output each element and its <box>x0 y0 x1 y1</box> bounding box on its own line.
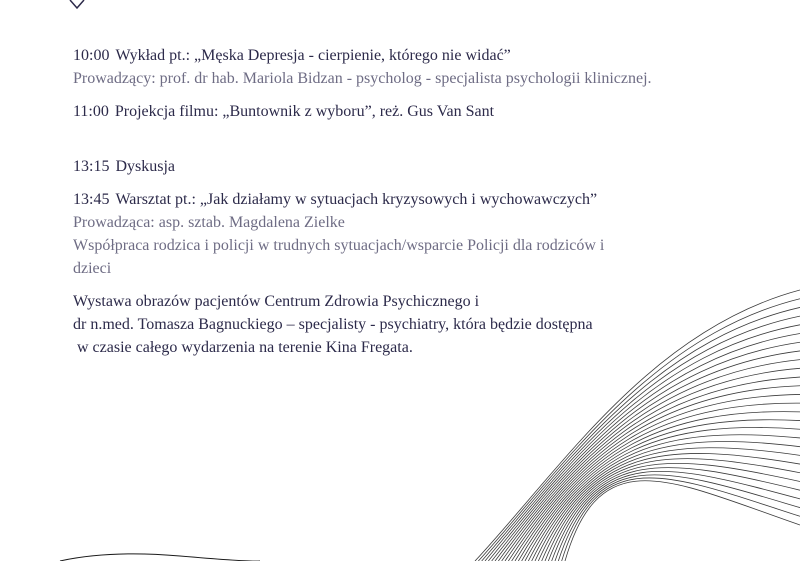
exhibition-line-3: w czasie całego wydarzenia na terenie Kina Fregata. <box>73 339 413 356</box>
wave-line <box>558 475 800 561</box>
schedule-item-2-title-line <box>73 100 773 123</box>
schedule-item-4-title: Warsztat pt.: „Jak działamy w sytuacjach kryzysowych i wychowawczych” <box>115 191 598 208</box>
wave-line <box>518 403 800 561</box>
bottom-left-wave-mark <box>60 554 260 561</box>
wave-line <box>562 478 800 561</box>
schedule-item-3-time: 13:15 <box>73 158 110 175</box>
schedule-item-1-title: Wykład pt.: „Męska Depresja - cierpienie, którego nie widać” <box>115 47 511 64</box>
schedule-item-4-title-line <box>73 188 773 211</box>
schedule-item-4-host: Prowadząca: asp. sztab. Magdalena Zielke <box>73 214 345 231</box>
schedule-item-4-time: 13:45 <box>73 191 110 208</box>
schedule-item-4-desc-line-2: dzieci <box>73 260 112 277</box>
schedule-item-1-host: Prowadzący: prof. dr hab. Mariola Bidzan - psycholog - specjalista psychologii klinicznej. <box>73 70 652 87</box>
wave-line <box>542 453 800 561</box>
schedule-item-2-title: Projekcja filmu: „Buntownik z wyboru”, reż. Gus Van Sant <box>114 103 495 120</box>
schedule-item-4-desc-line-1: Współpraca rodzica i policji w trudnych sytuacjach/wsparcie Policji dla rodziców i <box>73 237 605 254</box>
schedule-item-1-title-line <box>73 44 773 67</box>
schedule-item-1-time: 10:00 <box>73 47 110 64</box>
exhibition-line-2: dr n.med. Tomasza Bagnuckiego – specjalisty - psychiatry, która będzie dostępna <box>73 316 593 333</box>
exhibition-line-1: Wystawa obrazów pacjentów Centrum Zdrowia Psychicznego i <box>73 293 480 310</box>
schedule-item-2-time: 11:00 <box>73 103 109 120</box>
schedule-content <box>73 44 773 359</box>
schedule-item-3-title: Dyskusja <box>115 158 176 175</box>
top-chevron-mark <box>70 0 84 8</box>
schedule-item-3-title-line <box>73 155 773 178</box>
wave-line <box>565 481 800 561</box>
